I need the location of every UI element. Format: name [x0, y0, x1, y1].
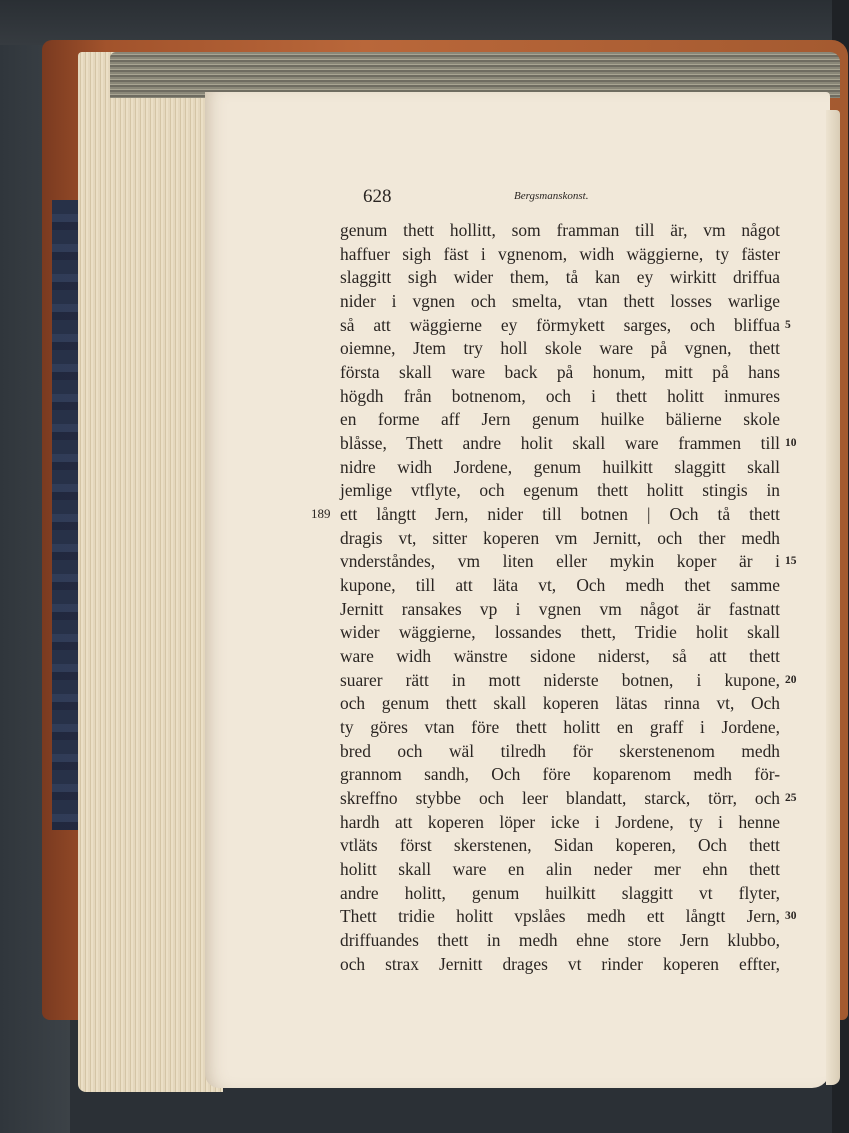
text-line: vnderståndes, vm liten eller mykin koper är i	[340, 551, 780, 571]
page-number: 628	[363, 186, 392, 207]
line-number: 5	[785, 319, 791, 331]
text-line: vtläts först skerstenen, Sidan koperen, Och thett	[340, 835, 780, 855]
text-line: ty göres vtan före thett holitt en graff i Jordene,	[340, 717, 780, 737]
line-number: 10	[785, 437, 797, 449]
text-line: suarer rätt in mott niderste botnen, i kupone,	[340, 670, 780, 690]
page-header	[0, 186, 849, 210]
text-line: skreffno stybbe och leer blandatt, starck, törr, och	[340, 788, 780, 808]
text-line: hardh att koperen löper icke i Jordene, ty i henne	[340, 812, 780, 832]
text-line: blåsse, Thett andre holit skall ware frammen till	[340, 433, 780, 453]
text-line: och strax Jernitt drages vt rinder koperen effter,	[340, 954, 780, 974]
line-number: 20	[785, 674, 797, 686]
text-line: driffuandes thett in medh ehne store Jern klubbo,	[340, 930, 780, 950]
text-line: högdh från botnenom, och i thett holitt inmures	[340, 386, 780, 406]
text-line: jemlige vtflyte, och egenum thett holitt stingis in	[340, 480, 780, 500]
text-line: nider i vgnen och smelta, vtan thett losses warlige	[340, 291, 780, 311]
text-line: så att wäggierne ey förmykett sarges, och bliffua	[340, 315, 780, 335]
text-line: bred och wäl tilredh för skerstenenom medh	[340, 741, 780, 761]
text-line: Thett tridie holitt vpslåes medh ett långtt Jern,	[340, 906, 780, 926]
text-line: nidre widh Jordene, genum huilkitt slaggitt skall	[340, 457, 780, 477]
background-top	[0, 0, 849, 45]
text-line: Jernitt ransakes vp i vgnen vm något är fastnatt	[340, 599, 780, 619]
page-right-edge	[826, 110, 840, 1085]
text-line: dragis vt, sitter koperen vm Jernitt, och ther medh	[340, 528, 780, 548]
text-line: genum thett hollitt, som framman till är, vm något	[340, 220, 780, 240]
line-number: 25	[785, 792, 797, 804]
text-line: kupone, till att läta vt, Och medh thet samme	[340, 575, 780, 595]
text-line: slaggitt sigh wider them, tå kan ey wirkitt driffua	[340, 267, 780, 287]
source-page-number: 189	[311, 506, 331, 521]
text-line: ett långtt Jern, nider till botnen | Och tå thett	[340, 504, 780, 524]
text-line: holitt skall ware en alin neder mer ehn thett	[340, 859, 780, 879]
text-line: wider wäggierne, lossandes thett, Tridie holit skall	[340, 622, 780, 642]
line-number: 15	[785, 555, 797, 567]
line-number: 30	[785, 910, 797, 922]
text-line: första skall ware back på honum, mitt på hans	[340, 362, 780, 382]
text-line: andre holitt, genum huilkitt slaggitt vt flyter,	[340, 883, 780, 903]
text-line: oiemne, Jtem try holl skole ware på vgnen, thett	[340, 338, 780, 358]
running-title: Bergsmanskonst.	[514, 190, 589, 202]
text-line: en forme aff Jern genum huilke bälierne skole	[340, 409, 780, 429]
text-line: haffuer sigh fäst i vgnenom, widh wäggierne, ty fäster	[340, 244, 780, 264]
text-line: grannom sandh, Och före koparenom medh för-	[340, 764, 780, 784]
text-line: och genum thett skall koperen lätas rinna vt, Och	[340, 693, 780, 713]
text-line: ware widh wänstre sidone niderst, så att thett	[340, 646, 780, 666]
